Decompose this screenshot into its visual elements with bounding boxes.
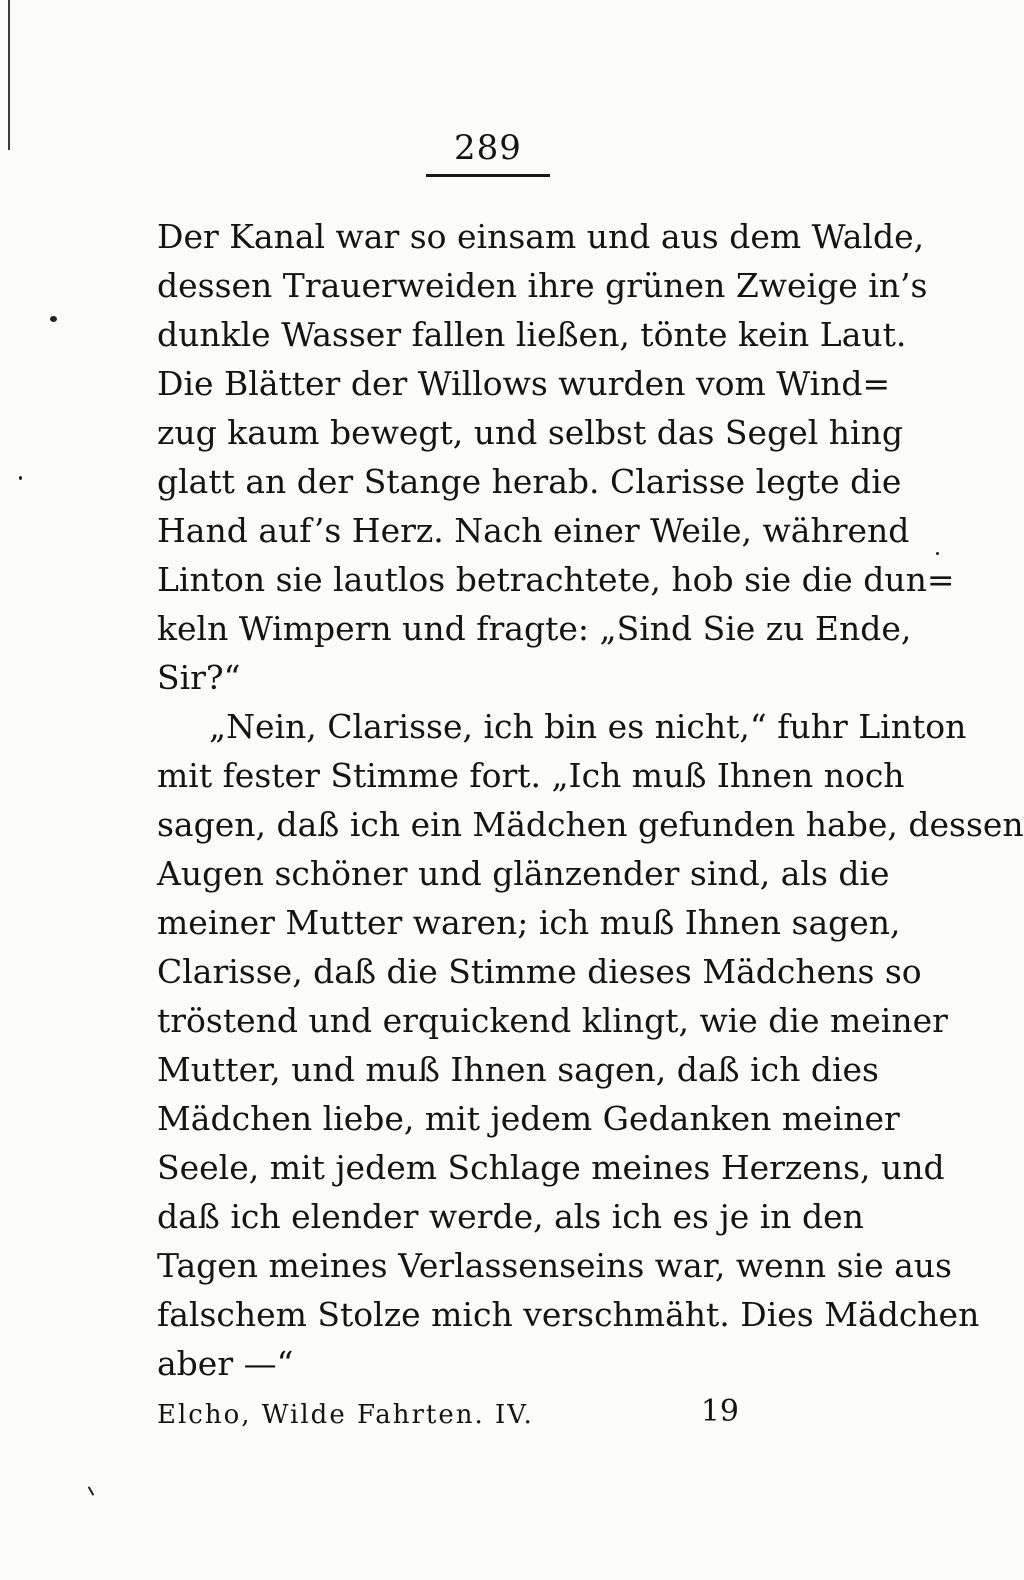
text-body xyxy=(157,212,1024,1388)
text-line: dessen Trauerweiden ihre grünen Zweige in’s xyxy=(157,266,928,305)
text-line: zug kaum bewegt, und selbst das Segel hing xyxy=(157,413,903,452)
text-line: aber —“ xyxy=(157,1344,294,1383)
page-number: 289 xyxy=(454,128,522,168)
text-line: glatt an der Stange herab. Clarisse legte die xyxy=(157,462,902,501)
text-line: Augen schöner und glänzender sind, als die xyxy=(157,854,890,893)
text-line: Sir?“ xyxy=(157,658,241,697)
binding-edge-line xyxy=(8,0,10,150)
text-line: Die Blätter der Willows wurden vom Wind= xyxy=(157,364,891,403)
text-line: Clarisse, daß die Stimme dieses Mädchens so xyxy=(157,952,922,991)
printer-signature: Elcho, Wilde Fahrten. IV. xyxy=(157,1400,534,1430)
page-number-rule xyxy=(426,174,550,177)
text-line: keln Wimpern und fragte: „Sind Sie zu Ende, xyxy=(157,609,912,648)
text-line: dunkle Wasser fallen ließen, tönte kein Laut. xyxy=(157,315,907,354)
text-line: mit fester Stimme fort. „Ich muß Ihnen noch xyxy=(157,756,905,795)
ink-speck xyxy=(88,1486,95,1496)
text-line: Seele, mit jedem Schlage meines Herzens, und xyxy=(157,1148,945,1187)
ink-speck xyxy=(50,316,57,322)
page-footer xyxy=(157,1394,829,1434)
text-line: Linton sie lautlos betrachtete, hob sie die dun= xyxy=(157,560,955,599)
text-line: daß ich elender werde, als ich es je in den xyxy=(157,1197,864,1236)
signature-mark: 19 xyxy=(700,1394,739,1429)
text-line: tröstend und erquickend klingt, wie die meiner xyxy=(157,1001,948,1040)
text-line: Mädchen liebe, mit jedem Gedanken meiner xyxy=(157,1099,900,1138)
ink-speck xyxy=(936,552,939,555)
text-line: Der Kanal war so einsam und aus dem Walde, xyxy=(157,217,925,256)
text-line: meiner Mutter waren; ich muß Ihnen sagen, xyxy=(157,903,901,942)
text-line: Mutter, und muß Ihnen sagen, daß ich dies xyxy=(157,1050,879,1089)
text-line: „Nein, Clarisse, ich bin es nicht,“ fuhr Linton xyxy=(209,707,967,746)
text-line: sagen, daß ich ein Mädchen gefunden habe, dessen xyxy=(157,805,1024,844)
text-line: Hand auf’s Herz. Nach einer Weile, während xyxy=(157,511,910,550)
ink-speck xyxy=(19,476,22,480)
text-line: falschem Stolze mich verschmäht. Dies Mädchen xyxy=(157,1295,980,1334)
text-line: Tagen meines Verlassenseins war, wenn sie aus xyxy=(157,1246,952,1285)
